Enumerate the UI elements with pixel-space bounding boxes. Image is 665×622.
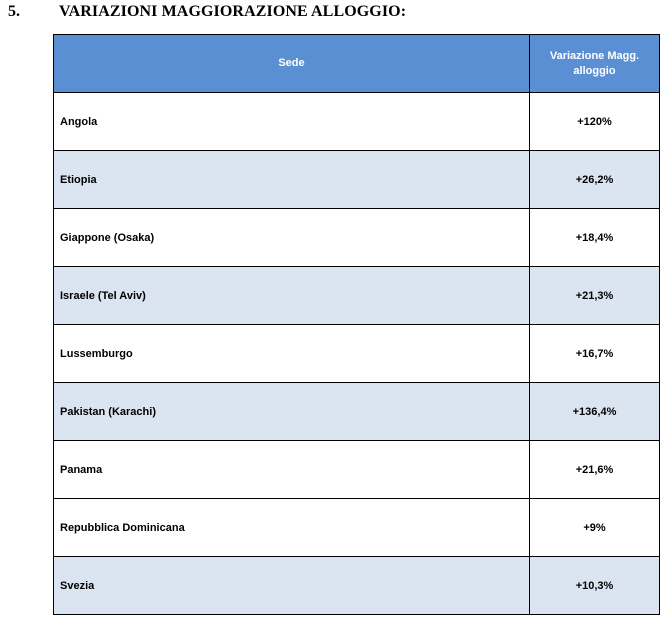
cell-sede: Angola	[54, 93, 530, 151]
cell-sede: Repubblica Dominicana	[54, 499, 530, 557]
cell-sede: Lussemburgo	[54, 325, 530, 383]
column-header-sede: Sede	[54, 35, 530, 93]
section-heading	[0, 0, 665, 24]
cell-sede: Panama	[54, 441, 530, 499]
table-row	[54, 325, 660, 383]
table-row	[54, 209, 660, 267]
cell-variazione: +9%	[530, 499, 660, 557]
section-number: 5.	[8, 3, 20, 20]
cell-variazione: +26,2%	[530, 151, 660, 209]
cell-variazione: +18,4%	[530, 209, 660, 267]
section-title: VARIAZIONI MAGGIORAZIONE ALLOGGIO:	[59, 3, 407, 20]
cell-variazione: +21,6%	[530, 441, 660, 499]
cell-sede: Israele (Tel Aviv)	[54, 267, 530, 325]
table-row	[54, 383, 660, 441]
table-row	[54, 267, 660, 325]
cell-variazione: +120%	[530, 93, 660, 151]
table-row	[54, 151, 660, 209]
table-row	[54, 499, 660, 557]
table-row	[54, 93, 660, 151]
cell-sede: Giappone (Osaka)	[54, 209, 530, 267]
column-header-variazione: Variazione Magg. alloggio	[530, 35, 660, 93]
table-row	[54, 557, 660, 615]
cell-variazione: +10,3%	[530, 557, 660, 615]
housing-allowance-table	[53, 34, 660, 615]
table-header-row	[54, 35, 660, 93]
cell-variazione: +21,3%	[530, 267, 660, 325]
table-row	[54, 441, 660, 499]
cell-variazione: +16,7%	[530, 325, 660, 383]
cell-variazione: +136,4%	[530, 383, 660, 441]
cell-sede: Etiopia	[54, 151, 530, 209]
cell-sede: Svezia	[54, 557, 530, 615]
cell-sede: Pakistan (Karachi)	[54, 383, 530, 441]
